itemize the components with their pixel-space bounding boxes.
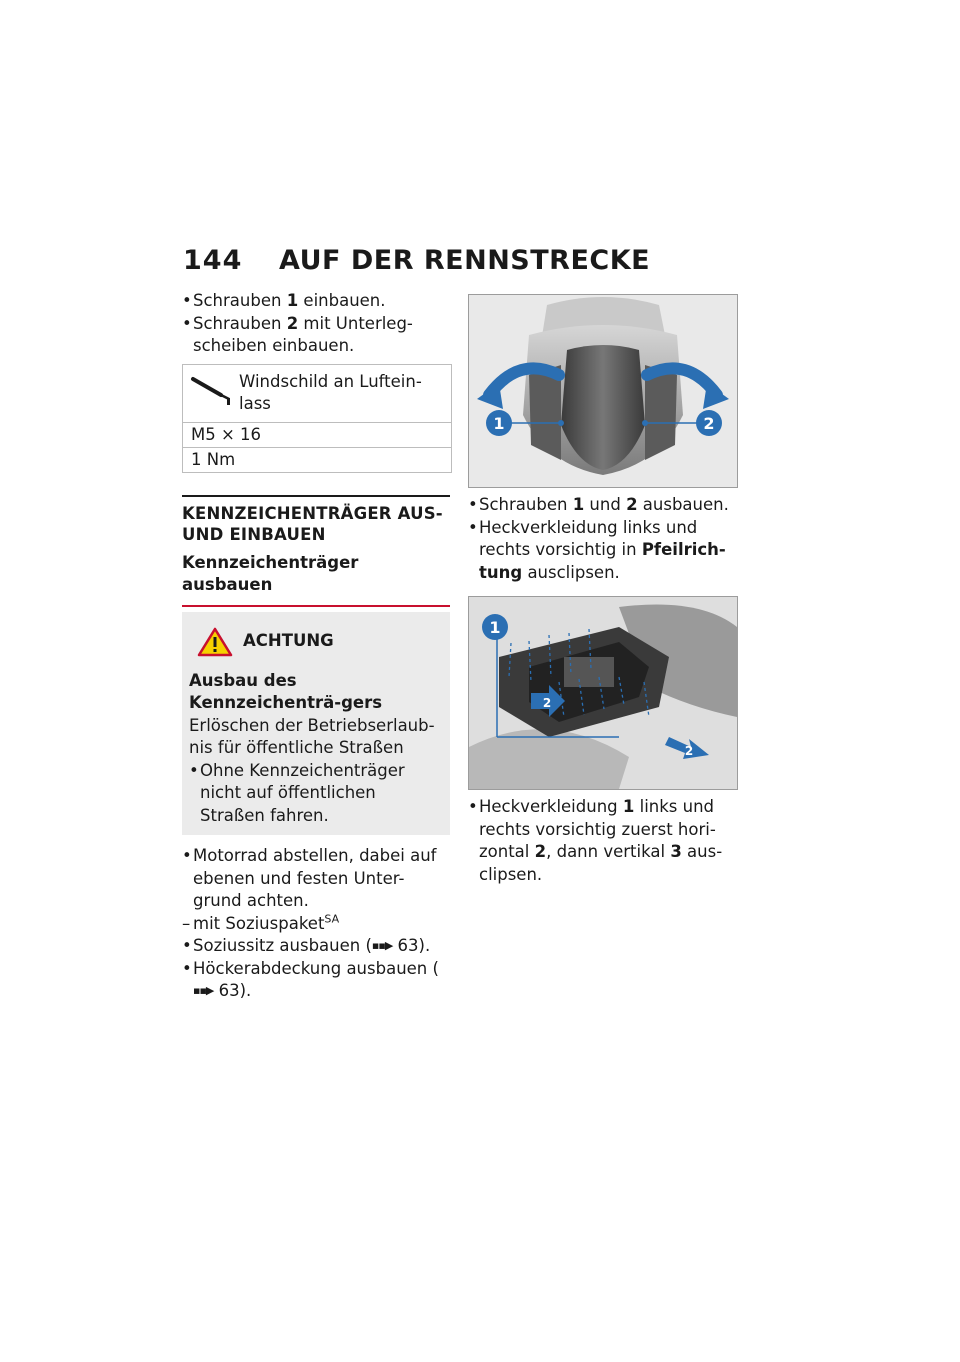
torque-wrench-icon [189,371,233,409]
figure-rear-cover-screws [468,294,738,488]
right-column [468,294,738,886]
page-ref-arrow-icon: ▪▪▶ [371,939,393,952]
list-item: • Heckverkleidung links und rechts vorsichtig in Pfeilrich-tung ausclipsen. [468,517,738,585]
list-item: • Soziussitz ausbauen (▪▪▶ 63). [182,935,450,958]
subsection-title: Kennzeichenträger ausbauen [182,552,450,607]
list-item-condition: – mit Soziuspaket$^{SA}$ [182,913,450,936]
list-item: • Schrauben 2 mit Unterleg-scheiben einbauen. [182,313,450,358]
spec-row-torque: 1 Nm [183,447,451,472]
warning-text: Erlöschen der Betriebserlaub-nis für öffentliche Straßen [189,715,435,757]
warning-box [182,612,450,836]
page-header [183,240,650,280]
list-item: • Schrauben 1 einbauen. [182,290,450,313]
page-ref[interactable]: 63 [218,981,240,1000]
spec-row-tool [183,365,451,422]
list-item: • Schrauben 1 und 2 ausbauen. [468,494,738,517]
figure-rear-cover-clips [468,596,738,790]
figure-label-2: 2 [703,414,715,433]
spec-tool-text: Windschild an Luftein-lass [239,371,422,413]
chapter-title: AUF DER RENNSTRECKE [279,244,651,276]
figure-label-1: 1 [493,414,505,433]
list-item: • Heckverkleidung 1 links und rechts vorsichtig zuerst hori-zontal 2, dann vertikal 3 aus-clipsen. [468,796,738,886]
page-ref-arrow-icon: ▪▪▶ [193,984,214,997]
warning-title: Ausbau des Kennzeichenträ-gers [189,670,383,712]
list-item: • Höckerabdeckung ausbauen (▪▪▶ 63). [182,958,450,1003]
section-title: KENNZEICHENTRÄGER AUS- UND EINBAUEN [182,495,450,545]
spec-row-size: M5 × 16 [183,422,451,447]
page-ref[interactable]: 63 [397,936,419,955]
figure-label-2-left: 2 [542,696,552,710]
warning-sub-item: • Ohne Kennzeichenträger nicht auf öffentlichen Straßen fahren. [189,760,443,828]
sa-superscript: SA [324,912,340,925]
list-item: • Motorrad abstellen, dabei auf ebenen und festen Unter-grund achten. [182,845,450,913]
torque-spec-table [182,364,452,473]
left-column [182,290,450,1003]
page-number: 144 [183,244,243,276]
warning-label: ACHTUNG [243,631,334,651]
rear-cover-illustration [469,295,737,487]
warning-triangle-icon [197,627,233,657]
rear-cover-clip-illustration [469,597,737,789]
figure-label-2-right: 2 [684,744,694,758]
warning-header [189,624,443,660]
figure-label-1: 1 [489,618,501,637]
